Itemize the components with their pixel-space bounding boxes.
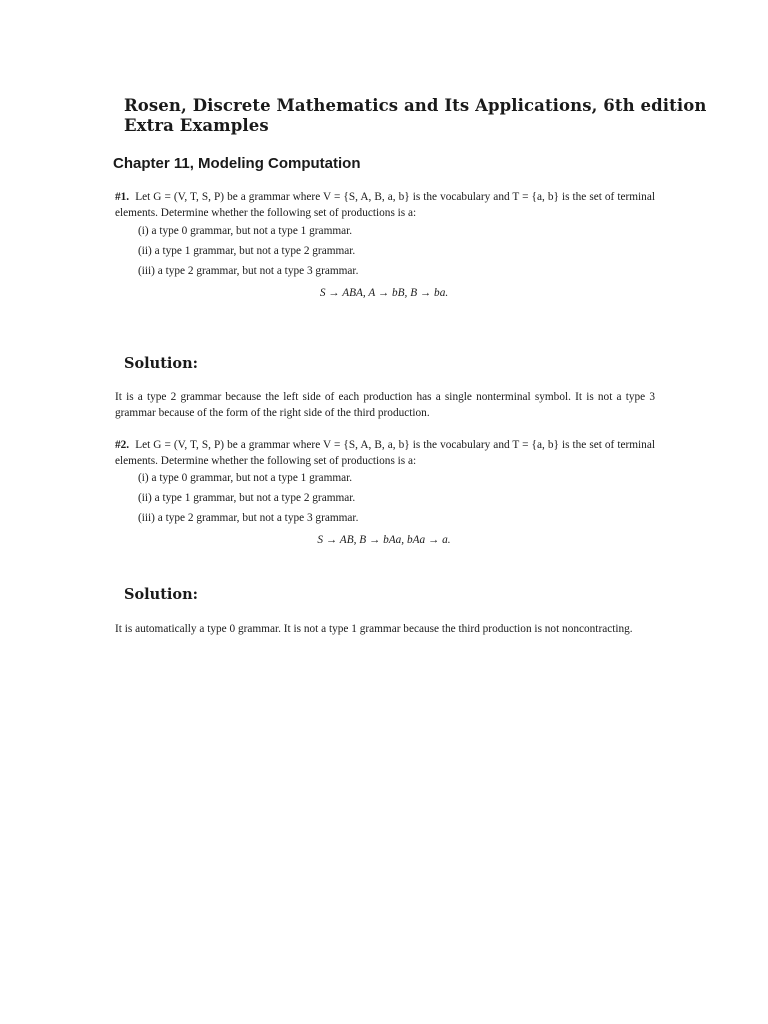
problem-1-productions-row — [0, 286, 768, 301]
problem-2-productions-row — [0, 533, 768, 548]
problem-1-statement — [115, 190, 655, 221]
problem-2-intro: Let G = (V, T, S, P) be a grammar where V = {S, A, B, a, b} is the vocabulary and T = {a, b} is the set of terminal elements. Determine whether the following set of productions is a: — [115, 439, 655, 467]
solution-1-heading: Solution: — [124, 355, 198, 372]
problem-1-option-ii: (ii) a type 1 grammar, but not a type 2 grammar. — [138, 245, 356, 257]
problem-1-productions: S → ABA, A → bB, B → ba. — [319, 287, 449, 299]
problem-2-statement — [115, 438, 655, 469]
title-line-2: Extra Examples — [124, 116, 269, 135]
title-line-1: Rosen, Discrete Mathematics and Its Applications, 6th edition — [124, 96, 707, 115]
problem-2-option-i: (i) a type 0 grammar, but not a type 1 grammar. — [138, 472, 353, 484]
solution-2-text: It is automatically a type 0 grammar. It is not a type 1 grammar because the third production is not noncontracting. — [115, 623, 633, 635]
problem-1-option-i: (i) a type 0 grammar, but not a type 1 grammar. — [138, 225, 353, 237]
problem-2-number: #2. — [115, 439, 130, 451]
problem-1-intro: Let G = (V, T, S, P) be a grammar where V = {S, A, B, a, b} is the vocabulary and T = {a, b} is the set of terminal elements. Determine whether the following set of productions is a: — [115, 191, 655, 219]
problem-1-option-iii: (iii) a type 2 grammar, but not a type 3 grammar. — [138, 265, 359, 277]
chapter-heading: Chapter 11, Modeling Computation — [113, 155, 361, 172]
problem-2-option-iii: (iii) a type 2 grammar, but not a type 3 grammar. — [138, 512, 359, 524]
solution-2-heading: Solution: — [124, 586, 198, 603]
problem-2-option-ii: (ii) a type 1 grammar, but not a type 2 grammar. — [138, 492, 356, 504]
solution-1-text: It is a type 2 grammar because the left side of each production has a single nonterminal symbol. It is not a type 3 grammar because of the form of the right side of the third production. — [115, 391, 655, 419]
problem-1-number: #1. — [115, 191, 130, 203]
document-title — [124, 96, 706, 136]
problem-2-productions: S → AB, B → bAa, bAa → a. — [317, 534, 451, 546]
